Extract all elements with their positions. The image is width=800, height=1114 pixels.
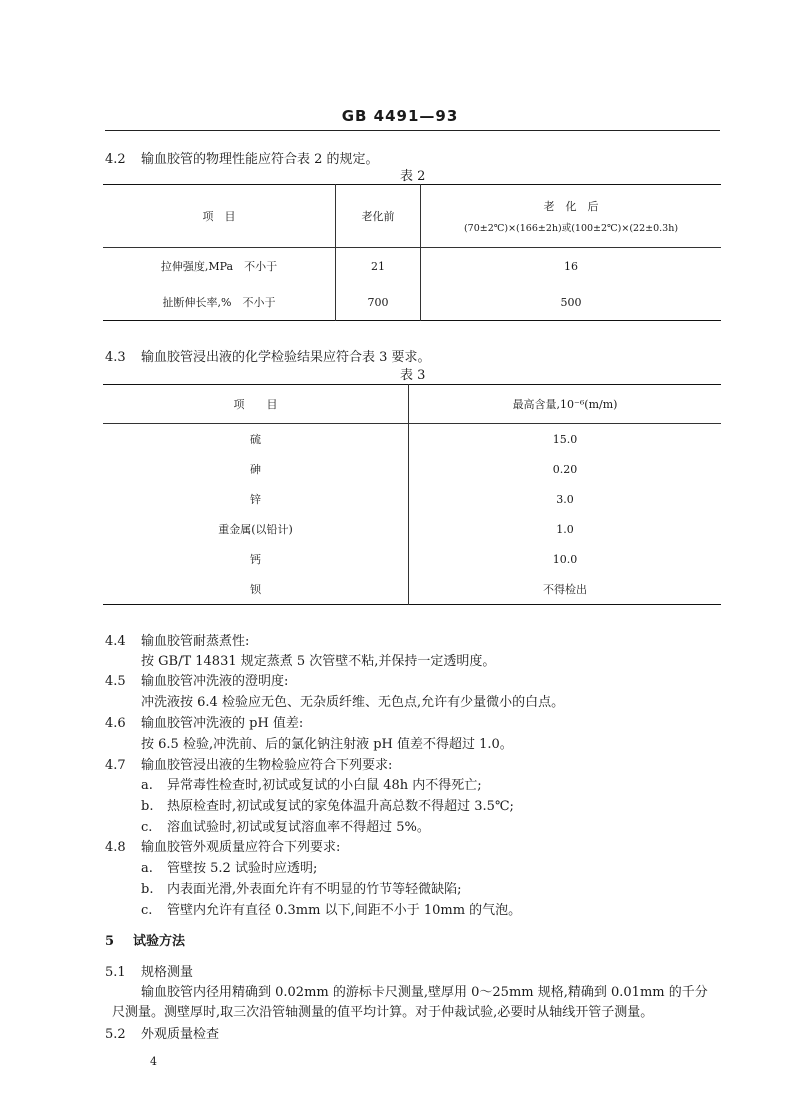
- table3-caption: 表 3: [400, 368, 426, 383]
- table2-cell-before: 700: [336, 284, 421, 321]
- list-marker: c.: [141, 820, 153, 835]
- table3-cell-item: 锌: [103, 484, 409, 514]
- table3-cell-value: 0.20: [552, 462, 578, 476]
- table-row: [103, 514, 721, 544]
- section-text: 输血胶管的物理性能应符合表 2 的规定。: [141, 152, 379, 167]
- list-text: 内表面光滑,外表面允许有不明显的竹节等轻微缺陷;: [167, 882, 462, 897]
- header-rule: [105, 130, 720, 131]
- list-marker: a.: [141, 778, 153, 793]
- list-text: 异常毒性检查时,初试或复试的小白鼠 48h 内不得死亡;: [167, 778, 482, 793]
- section-4-4-body: 按 GB/T 14831 规定蒸煮 5 次管壁不粘,并保持一定透明度。: [141, 654, 496, 669]
- table3-cell-item: 钙: [103, 544, 409, 574]
- table3-cell-value: 10.0: [552, 552, 578, 566]
- table-row: [103, 248, 721, 285]
- list-item: [141, 878, 462, 897]
- table-row: [103, 574, 721, 605]
- table2-head-after-condition: (70±2℃)×(166±2h)或(100±2℃)×(22±0.3h): [463, 223, 679, 234]
- section-title: 输血胶管浸出液的生物检验应符合下列要求:: [141, 758, 393, 773]
- table3-cell-item: 重金属(以铅计): [103, 514, 409, 544]
- table3-head-value: 最高含量,10⁻⁶(m/m): [409, 385, 722, 424]
- section-number: 4.5: [105, 674, 126, 689]
- table3-head-item: 项 目: [103, 385, 409, 424]
- list-item: [141, 795, 514, 814]
- table-row: [103, 484, 721, 514]
- table3-header-row: [103, 385, 721, 424]
- section-number: 5: [105, 934, 115, 949]
- section-number: 4.8: [105, 840, 126, 855]
- table3-cell-value: 1.0: [556, 522, 574, 536]
- section-number: 4.6: [105, 716, 126, 731]
- section-number: 5.1: [105, 965, 126, 980]
- table-row: [103, 284, 721, 321]
- section-title: 试验方法: [133, 934, 186, 949]
- table2-cell-item: 扯断伸长率,% 不小于: [103, 284, 336, 321]
- section-title: 输血胶管外观质量应符合下列要求:: [141, 840, 341, 855]
- standard-number-header: GB 4491—93: [341, 107, 459, 125]
- table2-head-after: 老 化 后: [543, 200, 599, 213]
- section-number: 4.3: [105, 350, 126, 365]
- table3-cell-item: 钡: [103, 574, 409, 605]
- section-5-1-body-line2: 尺测量。测壁厚时,取三次沿管轴测量的值平均计算。对于仲裁试验,必要时从轴线开管子测量。: [112, 1005, 654, 1020]
- list-marker: a.: [141, 861, 153, 876]
- section-title: 输血胶管冲洗液的澄明度:: [141, 674, 289, 689]
- section-title: 规格测量: [141, 965, 194, 980]
- section-5-1-title: [105, 961, 193, 980]
- table3-cell-item: 砷: [103, 454, 409, 484]
- section-title: 输血胶管耐蒸煮性:: [141, 634, 250, 649]
- list-marker: b.: [141, 799, 154, 814]
- table3-cell-item: 硫: [103, 424, 409, 455]
- list-item: [141, 816, 430, 835]
- table2-cell-before: 21: [336, 248, 421, 285]
- list-text: 管壁内允许有直径 0.3mm 以下,间距不小于 10mm 的气泡。: [167, 903, 522, 918]
- section-4-8-title: [105, 836, 340, 855]
- section-4-5-body: 冲洗液按 6.4 检验应无色、无杂质纤维、无色点,允许有少量微小的白点。: [141, 695, 565, 710]
- list-item: [141, 899, 521, 918]
- section-4-5-title: [105, 670, 288, 689]
- list-marker: c.: [141, 903, 153, 918]
- table2-cell-after: 500: [560, 295, 582, 309]
- section-number: 5.2: [105, 1027, 126, 1042]
- list-text: 溶血试验时,初试或复试溶血率不得超过 5%。: [167, 820, 430, 835]
- section-number: 4.7: [105, 758, 126, 773]
- section-title: 输血胶管冲洗液的 pH 值差:: [141, 716, 304, 731]
- section-number: 4.2: [105, 152, 126, 167]
- table-row: [103, 454, 721, 484]
- table2-head-item: 项 目: [103, 185, 336, 248]
- table2-header-row: [103, 185, 721, 248]
- table-row: [103, 424, 721, 455]
- table2-head-after-cell: [421, 185, 722, 248]
- table2-cell-after: 16: [564, 259, 578, 273]
- section-4-4-title: [105, 630, 249, 649]
- section-4-6-body: 按 6.5 检验,冲洗前、后的氯化钠注射液 pH 值差不得超过 1.0。: [141, 737, 513, 752]
- table3-cell-value: 15.0: [552, 432, 578, 446]
- table-row: [103, 544, 721, 574]
- section-5-2-title: [105, 1023, 219, 1042]
- table2-cell-item: 拉伸强度,MPa 不小于: [103, 248, 336, 285]
- section-title: 外观质量检查: [141, 1027, 220, 1042]
- table-2: [103, 184, 721, 321]
- table-3: [103, 384, 721, 605]
- section-4-3: [105, 346, 431, 365]
- list-text: 热原检查时,初试或复试的家兔体温升高总数不得超过 3.5℃;: [167, 799, 514, 814]
- section-4-6-title: [105, 712, 303, 731]
- section-5-heading: [105, 930, 185, 949]
- list-text: 管壁按 5.2 试验时应透明;: [167, 861, 318, 876]
- section-5-1-body-line1: 输血胶管内径用精确到 0.02mm 的游标卡尺测量,壁厚用 0～25mm 规格,精确到 0.01mm 的千分: [141, 985, 708, 1000]
- list-marker: b.: [141, 882, 154, 897]
- table3-cell-value: 3.0: [556, 492, 574, 506]
- list-item: [141, 857, 317, 876]
- section-text: 输血胶管浸出液的化学检验结果应符合表 3 要求。: [141, 350, 431, 365]
- page-number: 4: [150, 1055, 157, 1068]
- list-item: [141, 774, 482, 793]
- section-4-2: [105, 148, 379, 167]
- table2-head-before: 老化前: [336, 185, 421, 248]
- section-number: 4.4: [105, 634, 126, 649]
- section-4-7-title: [105, 754, 392, 773]
- table3-cell-value: 不得检出: [543, 583, 587, 596]
- table2-caption: 表 2: [400, 169, 426, 184]
